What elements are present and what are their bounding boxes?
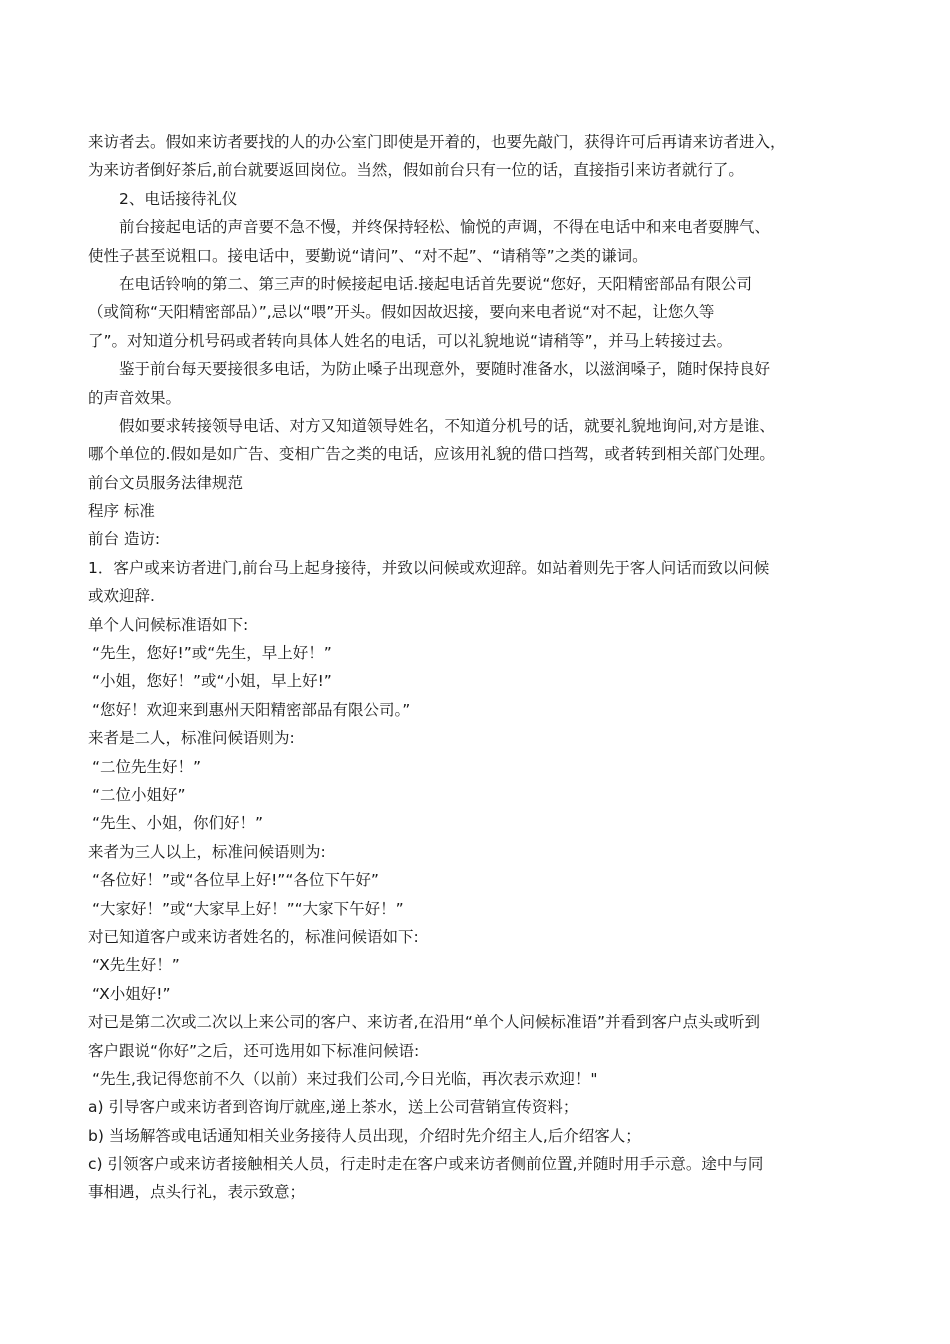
text-line: 鉴于前台每天要接很多电话，为防止嗓子出现意外，要随时准备水，以滋润嗓子，随时保持良好 xyxy=(119,360,771,379)
greeting-quote: “X小姐好!” xyxy=(92,984,171,1003)
greeting-quote: “二位先生好！” xyxy=(92,757,202,776)
text-line: 事相遇，点头行礼，表示致意； xyxy=(88,1183,306,1202)
section-heading: 2、电话接待礼仪 xyxy=(119,189,238,208)
text-line: 程序 标准 xyxy=(88,502,155,521)
text-line: 哪个单位的.假如是如广告、变相广告之类的电话，应该用礼貌的借口挡驾，或者转到相关部门处理。 xyxy=(88,445,775,464)
greeting-quote: “二位小姐好” xyxy=(92,785,186,804)
text-line: 客户跟说“你好”之后，还可选用如下标准问候语: xyxy=(88,1041,420,1060)
document-body xyxy=(88,128,848,1207)
text-line: 了”。对知道分机号码或者转向具体人姓名的电话，可以礼貌地说“请稍等”，并马上转接过去。 xyxy=(88,331,733,350)
text-line: 1．客户或来访者进门,前台马上起身接待，并致以问候或欢迎辞。如站着则先于客人问话而致以问候 xyxy=(88,558,770,577)
text-line: 来者为三人以上，标准问候语则为: xyxy=(88,842,326,861)
greeting-quote: “先生,我记得您前不久（以前）来过我们公司,今日光临，再次表示欢迎！" xyxy=(92,1069,598,1088)
greeting-quote: “先生，您好!”或“先生，早上好！” xyxy=(92,644,332,663)
greeting-quote: “先生、小姐，你们好！” xyxy=(92,814,264,833)
text-line: 使性子甚至说粗口。接电话中，要勤说“请问”、“对不起”、“请稍等”之类的谦词。 xyxy=(88,246,648,265)
list-item: a) 引导客户或来访者到咨询厅就座,递上茶水，送上公司营销宣传资料； xyxy=(88,1098,579,1117)
text-line: 对已知道客户或来访者姓名的，标准问候语如下: xyxy=(88,927,419,946)
text-line: 来访者去。假如来访者要找的人的办公室门即使是开着的，也要先敲门，获得许可后再请来访者进入， xyxy=(88,133,786,151)
greeting-quote: “大家好！”或“大家早上好！”“大家下午好！” xyxy=(92,899,404,918)
text-line: 来者是二人，标准问候语则为: xyxy=(88,729,295,748)
greeting-quote: “各位好！”或“各位早上好!”“各位下午好” xyxy=(92,871,379,890)
text-line: 的声音效果。 xyxy=(88,388,182,407)
greeting-quote: “X先生好！” xyxy=(92,956,180,975)
text-line: 或欢迎辞. xyxy=(88,587,155,606)
text-line: 在电话铃响的第二、第三声的时候接起电话.接起电话首先要说“您好，天阳精密部品有限公司 xyxy=(119,274,752,293)
list-item: b) 当场解答或电话通知相关业务接待人员出现，介绍时先介绍主人,后介绍客人； xyxy=(88,1126,641,1145)
text-line: 单个人问候标准语如下: xyxy=(88,615,249,634)
text-line: 为来访者倒好茶后,前台就要返回岗位。当然，假如前台只有一位的话，直接指引来访者就行了。 xyxy=(88,161,744,180)
text-line: 假如要求转接领导电话、对方又知道领导姓名，不知道分机号的话，就要礼貌地询问,对方是谁、 xyxy=(119,416,775,435)
text-line: 对已是第二次或二次以上来公司的客户、来访者,在沿用“单个人问候标准语”并看到客户点头或听到 xyxy=(88,1013,760,1032)
text-line: 前台接起电话的声音要不急不慢，并终保持轻松、愉悦的声调，不得在电话中和来电者耍脾气、 xyxy=(119,218,771,237)
section-heading: 前台文员服务法律规范 xyxy=(88,473,244,492)
list-item: c) 引领客户或来访者接触相关人员，行走时走在客户或来访者侧前位置,并随时用手示意。途中与同 xyxy=(88,1155,764,1174)
text-line: （或简称“天阳精密部品）”,忌以“喂”开头。假如因故迟接，要向来电者说“对不起，让您久等 xyxy=(88,303,715,322)
greeting-quote: “小姐，您好！”或“小姐，早上好!” xyxy=(92,672,332,691)
text-line: 前台 造访: xyxy=(88,530,161,549)
greeting-quote: “您好！欢迎来到惠州天阳精密部品有限公司。” xyxy=(92,700,411,719)
